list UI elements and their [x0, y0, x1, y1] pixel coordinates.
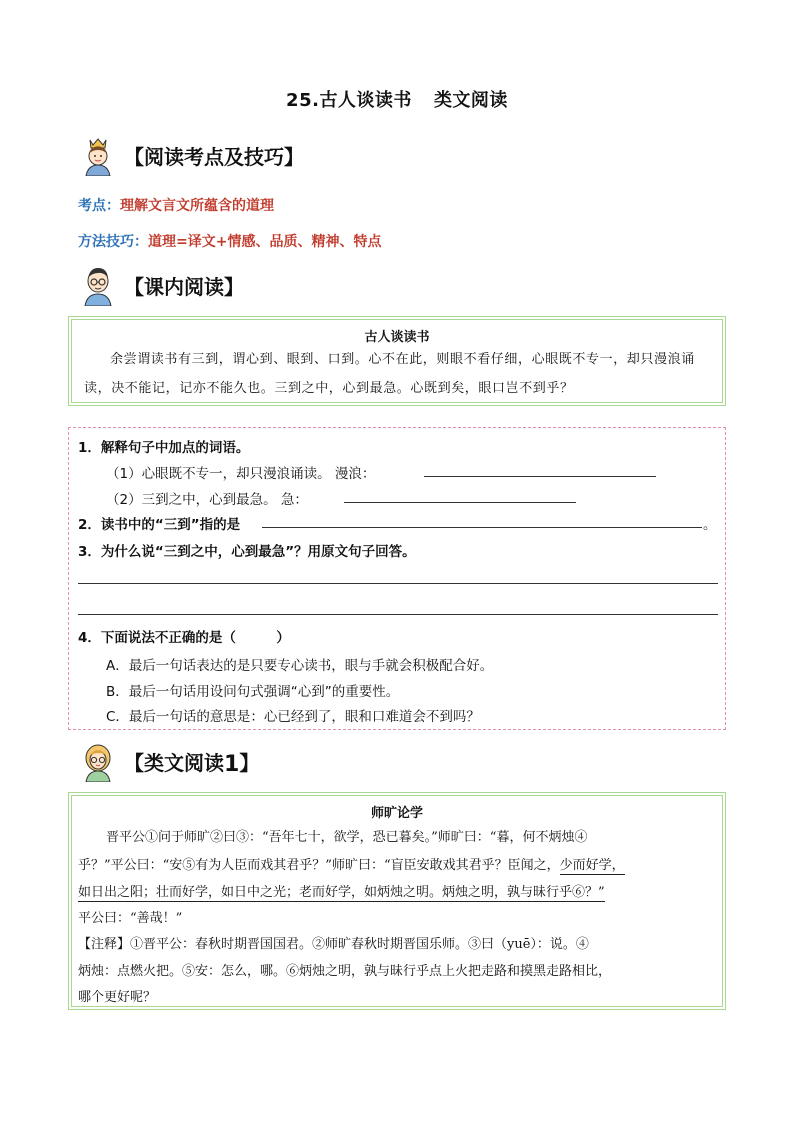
question-1a: （1）心眼既不专一，却只漫浪诵读。 漫浪： [106, 466, 376, 482]
title-main: 古人谈读书 [319, 90, 412, 111]
option-a[interactable]: A．最后一句话表达的是只要专心读书，眼与手就会积极配合好。 [106, 658, 494, 674]
page-title [0, 86, 794, 112]
method-label: 方法技巧： [78, 234, 148, 250]
passage-1-text: 余尝谓读书有三到，谓心到、眼到、口到。心不在此，则眼不看仔细，心眼既不专一，却只漫浪诵读，决不能记，记亦不能久也。三到之中，心到最急。心既到矣，眼口岂不到乎？ [84, 352, 695, 396]
passage-2-line-2 [78, 854, 625, 873]
answer-line-1a[interactable] [424, 476, 656, 477]
passage-2-line-3a: 如日出之阳；壮而好学，如日中之光；老而好学，如炳烛之明。炳烛之明，孰与昧行乎⑥？” [78, 885, 605, 900]
passage-2-line-4: 平公曰：“善哉！” [78, 911, 183, 926]
passage-2-note-3: 哪个更好呢？ [78, 990, 157, 1005]
passage-2-title: 师旷论学 [370, 806, 423, 821]
option-b[interactable]: B．最后一句话用设问句式强调“心到”的重要性。 [106, 684, 400, 700]
passage-2-line-1: 晋平公①问于师旷②曰③：“吾年七十，欲学，恐已暮矣。”师旷曰：“暮，何不炳烛④ [106, 830, 588, 845]
passage-box-1 [68, 316, 726, 406]
answer-line-3a[interactable] [78, 583, 718, 584]
passage-2-note-1: 【注释】①晋平公：春秋时期晋国国君。②师旷春秋时期晋国乐师。③曰（yuē）：说。④ [78, 937, 589, 952]
section-similar-reading [78, 740, 259, 782]
boy-glasses-avatar-icon [78, 264, 118, 306]
girl-avatar-icon [78, 740, 118, 782]
question-2-end: 。 [703, 517, 717, 533]
question-2: 2．读书中的“三到”指的是 [78, 517, 241, 533]
question-4: 4．下面说法不正确的是（ ） [78, 630, 290, 646]
section-similar-number: 1 [224, 751, 240, 777]
section-similar-heading: 【类文阅读 [124, 750, 224, 775]
passage-2-note-2: 炳烛：点燃火把。⑤安：怎么，哪。⑥炳烛之明，孰与昧行乎点上火把走路和摸黑走路相比， [78, 964, 612, 979]
question-1: 1．解释句子中加点的词语。 [78, 440, 250, 456]
section-in-class-reading [78, 264, 244, 306]
title-sub: 类文阅读 [433, 90, 508, 111]
kaodian-label: 考点： [78, 198, 120, 214]
section-reading-tips [78, 134, 304, 176]
option-c[interactable]: C．最后一句话的意思是：心已经到了，眼和口难道会不到吗？ [106, 709, 480, 725]
kaodian-text: 理解文言文所蕴含的道理 [120, 198, 274, 214]
answer-line-1b[interactable] [344, 502, 576, 503]
passage-2-line-2b: 少而好学， [559, 858, 625, 873]
kaodian-line [78, 195, 274, 215]
title-number: 25. [286, 90, 320, 111]
question-3: 3．为什么说“三到之中，心到最急”？用原文句子回答。 [78, 544, 416, 560]
answer-line-3b[interactable] [78, 614, 718, 615]
passage-1-title: 古人谈读书 [364, 330, 430, 345]
section-in-class-heading: 【课内阅读】 [124, 274, 244, 299]
section-reading-tips-heading: 【阅读考点及技巧】 [124, 144, 304, 169]
method-line [78, 231, 381, 251]
method-text: 道理=译文+情感、品质、精神、特点 [148, 234, 382, 250]
passage-2-line-2a: 乎？”平公曰：“安⑤有为人臣而戏其君乎？”师旷曰：“盲臣安敢戏其君乎？臣闻之， [78, 858, 560, 873]
passage-2-line-3 [78, 881, 605, 900]
question-1b: （2）三到之中，心到最急。 急： [106, 492, 308, 508]
answer-line-2[interactable] [262, 527, 702, 528]
section-similar-close: 】 [239, 750, 260, 775]
princess-avatar-icon [78, 134, 118, 176]
